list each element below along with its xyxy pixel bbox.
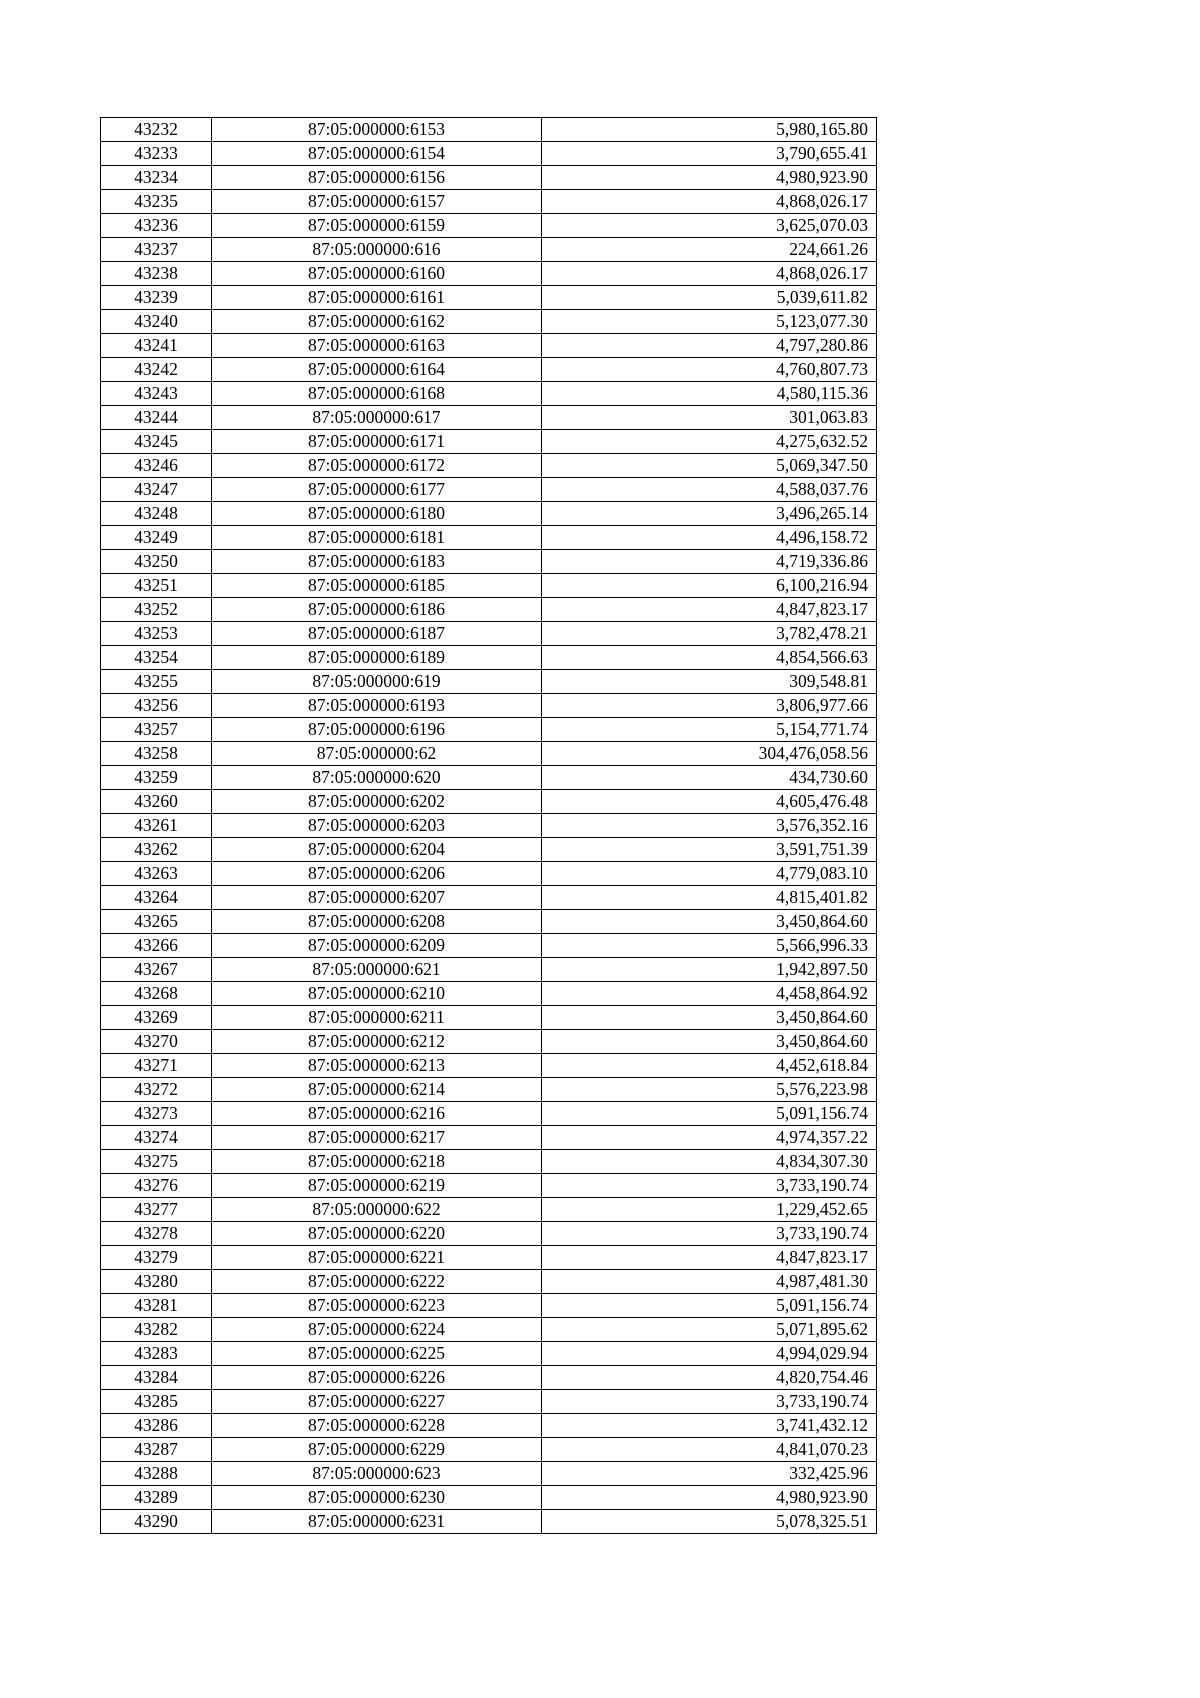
- row-number-cell: 43262: [101, 838, 212, 862]
- table-row: [101, 190, 877, 214]
- row-number-cell: 43269: [101, 1006, 212, 1030]
- value-cell: 4,987,481.30: [542, 1270, 877, 1294]
- value-cell: 4,452,618.84: [542, 1054, 877, 1078]
- cadastral-number-cell: 87:05:000000:6226: [212, 1366, 542, 1390]
- cadastral-number-cell: 87:05:000000:6214: [212, 1078, 542, 1102]
- row-number-cell: 43279: [101, 1246, 212, 1270]
- value-cell: 5,576,223.98: [542, 1078, 877, 1102]
- table-row: [101, 1438, 877, 1462]
- table-row: [101, 118, 877, 142]
- row-number-cell: 43288: [101, 1462, 212, 1486]
- row-number-cell: 43272: [101, 1078, 212, 1102]
- row-number-cell: 43247: [101, 478, 212, 502]
- table-row: [101, 622, 877, 646]
- table-row: [101, 262, 877, 286]
- value-cell: 4,797,280.86: [542, 334, 877, 358]
- row-number-cell: 43251: [101, 574, 212, 598]
- cadastral-number-cell: 87:05:000000:6156: [212, 166, 542, 190]
- table-row: [101, 430, 877, 454]
- row-number-cell: 43239: [101, 286, 212, 310]
- value-cell: 4,760,807.73: [542, 358, 877, 382]
- value-cell: 3,806,977.66: [542, 694, 877, 718]
- table-row: [101, 1294, 877, 1318]
- cadastral-number-cell: 87:05:000000:6211: [212, 1006, 542, 1030]
- cadastral-number-cell: 87:05:000000:6210: [212, 982, 542, 1006]
- table-row: [101, 790, 877, 814]
- table-row: [101, 862, 877, 886]
- value-cell: 309,548.81: [542, 670, 877, 694]
- table-row: [101, 1318, 877, 1342]
- cadastral-number-cell: 87:05:000000:616: [212, 238, 542, 262]
- value-cell: 4,779,083.10: [542, 862, 877, 886]
- table-row: [101, 1222, 877, 1246]
- row-number-cell: 43290: [101, 1510, 212, 1534]
- cadastral-number-cell: 87:05:000000:62: [212, 742, 542, 766]
- table-row: [101, 1150, 877, 1174]
- table-row: [101, 358, 877, 382]
- cadastral-number-cell: 87:05:000000:6219: [212, 1174, 542, 1198]
- row-number-cell: 43270: [101, 1030, 212, 1054]
- row-number-cell: 43271: [101, 1054, 212, 1078]
- value-cell: 3,591,751.39: [542, 838, 877, 862]
- row-number-cell: 43244: [101, 406, 212, 430]
- table-row: [101, 1246, 877, 1270]
- cadastral-number-cell: 87:05:000000:6221: [212, 1246, 542, 1270]
- row-number-cell: 43284: [101, 1366, 212, 1390]
- value-cell: 4,815,401.82: [542, 886, 877, 910]
- table-row: [101, 502, 877, 526]
- cadastral-number-cell: 87:05:000000:6154: [212, 142, 542, 166]
- value-cell: 6,100,216.94: [542, 574, 877, 598]
- table-body: [101, 118, 877, 1534]
- cadastral-number-cell: 87:05:000000:6224: [212, 1318, 542, 1342]
- cadastral-number-cell: 87:05:000000:6228: [212, 1414, 542, 1438]
- value-cell: 4,580,115.36: [542, 382, 877, 406]
- value-cell: 3,450,864.60: [542, 1030, 877, 1054]
- value-cell: 4,496,158.72: [542, 526, 877, 550]
- cadastral-number-cell: 87:05:000000:623: [212, 1462, 542, 1486]
- cadastral-number-cell: 87:05:000000:6159: [212, 214, 542, 238]
- table-row: [101, 1486, 877, 1510]
- table-row: [101, 1342, 877, 1366]
- table-row: [101, 550, 877, 574]
- cadastral-number-cell: 87:05:000000:6162: [212, 310, 542, 334]
- cadastral-number-cell: 87:05:000000:6185: [212, 574, 542, 598]
- value-cell: 5,123,077.30: [542, 310, 877, 334]
- row-number-cell: 43252: [101, 598, 212, 622]
- table-row: [101, 142, 877, 166]
- table-row: [101, 1390, 877, 1414]
- row-number-cell: 43253: [101, 622, 212, 646]
- value-cell: 3,450,864.60: [542, 910, 877, 934]
- cadastral-number-cell: 87:05:000000:6218: [212, 1150, 542, 1174]
- cadastral-number-cell: 87:05:000000:620: [212, 766, 542, 790]
- cadastral-number-cell: 87:05:000000:6177: [212, 478, 542, 502]
- cadastral-number-cell: 87:05:000000:6163: [212, 334, 542, 358]
- row-number-cell: 43255: [101, 670, 212, 694]
- cadastral-number-cell: 87:05:000000:6153: [212, 118, 542, 142]
- table-row: [101, 406, 877, 430]
- table-row: [101, 838, 877, 862]
- value-cell: 434,730.60: [542, 766, 877, 790]
- table-row: [101, 982, 877, 1006]
- cadastral-number-cell: 87:05:000000:6171: [212, 430, 542, 454]
- cadastral-number-cell: 87:05:000000:6168: [212, 382, 542, 406]
- row-number-cell: 43256: [101, 694, 212, 718]
- row-number-cell: 43275: [101, 1150, 212, 1174]
- value-cell: 4,588,037.76: [542, 478, 877, 502]
- row-number-cell: 43286: [101, 1414, 212, 1438]
- value-cell: 4,847,823.17: [542, 598, 877, 622]
- value-cell: 3,741,432.12: [542, 1414, 877, 1438]
- row-number-cell: 43254: [101, 646, 212, 670]
- row-number-cell: 43276: [101, 1174, 212, 1198]
- cadastral-number-cell: 87:05:000000:619: [212, 670, 542, 694]
- row-number-cell: 43235: [101, 190, 212, 214]
- table-row: [101, 238, 877, 262]
- cadastral-number-cell: 87:05:000000:6193: [212, 694, 542, 718]
- value-cell: 4,868,026.17: [542, 262, 877, 286]
- cadastral-number-cell: 87:05:000000:6229: [212, 1438, 542, 1462]
- row-number-cell: 43289: [101, 1486, 212, 1510]
- value-cell: 4,275,632.52: [542, 430, 877, 454]
- row-number-cell: 43287: [101, 1438, 212, 1462]
- table-row: [101, 1366, 877, 1390]
- data-table: [100, 117, 877, 1534]
- row-number-cell: 43233: [101, 142, 212, 166]
- cadastral-number-cell: 87:05:000000:6216: [212, 1102, 542, 1126]
- table-row: [101, 214, 877, 238]
- table-row: [101, 1054, 877, 1078]
- cadastral-number-cell: 87:05:000000:6217: [212, 1126, 542, 1150]
- table-row: [101, 526, 877, 550]
- value-cell: 1,942,897.50: [542, 958, 877, 982]
- row-number-cell: 43240: [101, 310, 212, 334]
- value-cell: 3,733,190.74: [542, 1174, 877, 1198]
- value-cell: 3,496,265.14: [542, 502, 877, 526]
- value-cell: 3,733,190.74: [542, 1222, 877, 1246]
- cadastral-number-cell: 87:05:000000:6183: [212, 550, 542, 574]
- value-cell: 4,841,070.23: [542, 1438, 877, 1462]
- row-number-cell: 43236: [101, 214, 212, 238]
- cadastral-number-cell: 87:05:000000:6186: [212, 598, 542, 622]
- cadastral-number-cell: 87:05:000000:6222: [212, 1270, 542, 1294]
- value-cell: 1,229,452.65: [542, 1198, 877, 1222]
- row-number-cell: 43234: [101, 166, 212, 190]
- value-cell: 301,063.83: [542, 406, 877, 430]
- table-row: [101, 1198, 877, 1222]
- cadastral-number-cell: 87:05:000000:6189: [212, 646, 542, 670]
- cadastral-number-cell: 87:05:000000:6223: [212, 1294, 542, 1318]
- row-number-cell: 43258: [101, 742, 212, 766]
- value-cell: 5,039,611.82: [542, 286, 877, 310]
- value-cell: 224,661.26: [542, 238, 877, 262]
- table-row: [101, 1510, 877, 1534]
- table-row: [101, 334, 877, 358]
- cadastral-number-cell: 87:05:000000:6160: [212, 262, 542, 286]
- cadastral-number-cell: 87:05:000000:6157: [212, 190, 542, 214]
- row-number-cell: 43246: [101, 454, 212, 478]
- cadastral-number-cell: 87:05:000000:6203: [212, 814, 542, 838]
- cadastral-number-cell: 87:05:000000:6187: [212, 622, 542, 646]
- cadastral-number-cell: 87:05:000000:6206: [212, 862, 542, 886]
- value-cell: 4,980,923.90: [542, 166, 877, 190]
- value-cell: 4,980,923.90: [542, 1486, 877, 1510]
- table-row: [101, 478, 877, 502]
- cadastral-number-cell: 87:05:000000:6212: [212, 1030, 542, 1054]
- value-cell: 304,476,058.56: [542, 742, 877, 766]
- table-row: [101, 1126, 877, 1150]
- cadastral-number-cell: 87:05:000000:617: [212, 406, 542, 430]
- row-number-cell: 43261: [101, 814, 212, 838]
- table-row: [101, 814, 877, 838]
- table-row: [101, 1006, 877, 1030]
- table-row: [101, 454, 877, 478]
- value-cell: 4,847,823.17: [542, 1246, 877, 1270]
- row-number-cell: 43277: [101, 1198, 212, 1222]
- row-number-cell: 43260: [101, 790, 212, 814]
- row-number-cell: 43282: [101, 1318, 212, 1342]
- row-number-cell: 43245: [101, 430, 212, 454]
- cadastral-number-cell: 87:05:000000:6231: [212, 1510, 542, 1534]
- table-row: [101, 1102, 877, 1126]
- cadastral-number-cell: 87:05:000000:6181: [212, 526, 542, 550]
- row-number-cell: 43237: [101, 238, 212, 262]
- cadastral-number-cell: 87:05:000000:6230: [212, 1486, 542, 1510]
- table-row: [101, 286, 877, 310]
- row-number-cell: 43266: [101, 934, 212, 958]
- cadastral-number-cell: 87:05:000000:6225: [212, 1342, 542, 1366]
- value-cell: 3,790,655.41: [542, 142, 877, 166]
- cadastral-number-cell: 87:05:000000:6209: [212, 934, 542, 958]
- value-cell: 5,154,771.74: [542, 718, 877, 742]
- row-number-cell: 43263: [101, 862, 212, 886]
- row-number-cell: 43238: [101, 262, 212, 286]
- table-row: [101, 718, 877, 742]
- row-number-cell: 43242: [101, 358, 212, 382]
- value-cell: 332,425.96: [542, 1462, 877, 1486]
- cadastral-number-cell: 87:05:000000:6180: [212, 502, 542, 526]
- table-row: [101, 1030, 877, 1054]
- row-number-cell: 43243: [101, 382, 212, 406]
- row-number-cell: 43249: [101, 526, 212, 550]
- row-number-cell: 43250: [101, 550, 212, 574]
- value-cell: 4,994,029.94: [542, 1342, 877, 1366]
- table-row: [101, 766, 877, 790]
- table-row: [101, 886, 877, 910]
- table-row: [101, 934, 877, 958]
- cadastral-number-cell: 87:05:000000:6161: [212, 286, 542, 310]
- table-row: [101, 670, 877, 694]
- table-row: [101, 382, 877, 406]
- value-cell: 3,450,864.60: [542, 1006, 877, 1030]
- cadastral-number-cell: 87:05:000000:6164: [212, 358, 542, 382]
- value-cell: 3,733,190.74: [542, 1390, 877, 1414]
- row-number-cell: 43248: [101, 502, 212, 526]
- row-number-cell: 43259: [101, 766, 212, 790]
- value-cell: 4,868,026.17: [542, 190, 877, 214]
- table-row: [101, 958, 877, 982]
- row-number-cell: 43232: [101, 118, 212, 142]
- table-row: [101, 694, 877, 718]
- value-cell: 4,719,336.86: [542, 550, 877, 574]
- value-cell: 4,974,357.22: [542, 1126, 877, 1150]
- value-cell: 5,091,156.74: [542, 1102, 877, 1126]
- row-number-cell: 43273: [101, 1102, 212, 1126]
- value-cell: 5,078,325.51: [542, 1510, 877, 1534]
- row-number-cell: 43281: [101, 1294, 212, 1318]
- row-number-cell: 43278: [101, 1222, 212, 1246]
- cadastral-number-cell: 87:05:000000:621: [212, 958, 542, 982]
- table-row: [101, 1462, 877, 1486]
- row-number-cell: 43280: [101, 1270, 212, 1294]
- cadastral-number-cell: 87:05:000000:622: [212, 1198, 542, 1222]
- table-row: [101, 1174, 877, 1198]
- value-cell: 4,854,566.63: [542, 646, 877, 670]
- row-number-cell: 43264: [101, 886, 212, 910]
- cadastral-number-cell: 87:05:000000:6220: [212, 1222, 542, 1246]
- row-number-cell: 43268: [101, 982, 212, 1006]
- table-row: [101, 910, 877, 934]
- cadastral-number-cell: 87:05:000000:6227: [212, 1390, 542, 1414]
- cadastral-number-cell: 87:05:000000:6202: [212, 790, 542, 814]
- cadastral-number-cell: 87:05:000000:6207: [212, 886, 542, 910]
- row-number-cell: 43285: [101, 1390, 212, 1414]
- table-row: [101, 574, 877, 598]
- table-row: [101, 646, 877, 670]
- value-cell: 3,625,070.03: [542, 214, 877, 238]
- cadastral-number-cell: 87:05:000000:6204: [212, 838, 542, 862]
- row-number-cell: 43274: [101, 1126, 212, 1150]
- value-cell: 4,834,307.30: [542, 1150, 877, 1174]
- row-number-cell: 43265: [101, 910, 212, 934]
- value-cell: 3,576,352.16: [542, 814, 877, 838]
- row-number-cell: 43267: [101, 958, 212, 982]
- row-number-cell: 43283: [101, 1342, 212, 1366]
- cadastral-number-cell: 87:05:000000:6172: [212, 454, 542, 478]
- value-cell: 4,820,754.46: [542, 1366, 877, 1390]
- table-row: [101, 310, 877, 334]
- table-row: [101, 1270, 877, 1294]
- value-cell: 3,782,478.21: [542, 622, 877, 646]
- table-row: [101, 1414, 877, 1438]
- table-row: [101, 1078, 877, 1102]
- value-cell: 5,071,895.62: [542, 1318, 877, 1342]
- value-cell: 4,458,864.92: [542, 982, 877, 1006]
- value-cell: 5,091,156.74: [542, 1294, 877, 1318]
- value-cell: 4,605,476.48: [542, 790, 877, 814]
- row-number-cell: 43257: [101, 718, 212, 742]
- value-cell: 5,069,347.50: [542, 454, 877, 478]
- value-cell: 5,980,165.80: [542, 118, 877, 142]
- table-row: [101, 598, 877, 622]
- row-number-cell: 43241: [101, 334, 212, 358]
- cadastral-number-cell: 87:05:000000:6213: [212, 1054, 542, 1078]
- table-row: [101, 742, 877, 766]
- value-cell: 5,566,996.33: [542, 934, 877, 958]
- cadastral-number-cell: 87:05:000000:6196: [212, 718, 542, 742]
- cadastral-number-cell: 87:05:000000:6208: [212, 910, 542, 934]
- table-row: [101, 166, 877, 190]
